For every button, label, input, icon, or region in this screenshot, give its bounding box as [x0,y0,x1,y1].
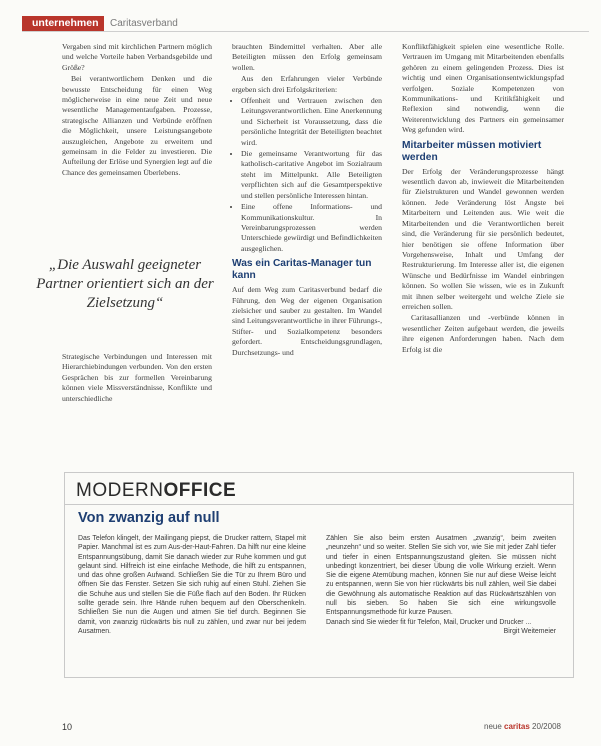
author-name: Birgit Weitemeier [503,627,556,635]
article-column-1 [62,42,212,179]
publication-name [484,722,561,731]
paragraph: Der Erfolg der Veränderungsprozesse hängt wesentlich davon ab, inwieweit die Mitarbeitenden für Zielstrukturen und Wandel gewonnen werden können. Jede Veränderung löst Ängste bei Mitarbeitern und Leitenden aus. Wie weit die Mitarbeitenden und die Verantwortlichen bereit sind, die Veränderung für sie persönlich bedeutet, hier benötigen sie offene Information über Vorgehensweise, Inhalt und Umfang der Restrukturierung. Im Interesse aller ist, die eigenen Wünsche und Bedürfnisse im Wandel einbringen können. So wollen Sie wissen, wie es in Zukunft mit ihnen selber weitergeht und welche Ziele sie erreichen sollen. [402,166,564,311]
pub-brand: caritas [504,722,530,731]
subheading: Was ein Caritas-Manager tun kann [232,258,372,282]
box-column-2 [326,534,556,636]
article-column-3 [402,42,564,356]
pub-issue: 20/2008 [529,722,561,731]
paragraph: Aus den Erfahrungen vieler Verbünde ergeben sich drei Erfolgskriterien: [232,74,382,94]
paragraph: Das Telefon klingelt, der Mailingang piepst, die Drucker rattern, Stapel mit Papier. Manchmal ist es zum Aus-der-Haut-Fahren. Da hilft nur eine kleine Entspannungsübung, damit Sie danach wieder zur Ruhe kommen und gut gelaunt sind. Hilfreich ist eine einfache Methode, die hilft zu entspannen, und das ohne großen Aufwand. Schließen Sie die Tür zu Ihrem Büro und öffnen Sie das Fenster. Setzen Sie sich ruhig auf einen Stuhl. Ziehen Sie die Schuhe aus und stellen Sie die Füße flach auf den Boden. Ihr Rücken sollte gerade sein. Ihre Hände ruhen bequem auf den Oberschenkeln. Schließen Sie nun die Augen und atmen Sie tief durch. Beginnen Sie damit, von zwanzig rückwärts bis null zu zählen, und zwar nur bei jedem Ausatmen. [78,535,306,635]
list-item: • Eine offene Informations- und Kommunikationskultur. In Vereinbarungsprozessen werden Unterschiede gewürdigt und Befindlichkeiten ausgeglichen. [241,202,382,254]
paragraph: Zählen Sie also beim ersten Ausatmen „zwanzig“, beim zweiten „neunzehn“ und so weiter. Stellen Sie sich vor, wie Sie mit jeder Zahl tiefer und tiefer in einen Entspannungszustand gleiten. Sie müssen nicht unbedingt konzentriert, bei dieser Übung die volle Wirkung erzielt. Wenn Sie die eigene Atemübung machen, können Sie nur auf diese Weise leicht zu entspannen, wenn Sie von hier rückwärts bis null zählen, weil Sie dabei die Gewöhnung als automatische Reaktion auf das Rückwärtszählen von null bis sieben. So haben Sie sich eine wirkungsvolle Entspannungsmethode für kurze Pausen. [326,535,556,617]
pull-quote: „Die Auswahl geeigneter Partner orientiert sich an der Zielsetzung“ [36,257,214,311]
brand-light: MODERN [76,480,164,501]
header-divider [22,31,589,32]
article-column-2 [232,42,382,359]
page-number: 10 [62,722,73,732]
section-title: Caritasverband [110,18,178,29]
box-divider [64,504,574,505]
brand-bold: OFFICE [163,480,237,501]
section-tab: unternehmen [22,16,104,31]
box-headline: Von zwanzig auf null [78,510,220,526]
box-brand-title [76,480,236,502]
paragraph: Caritasallianzen und -verbünde können in wesentlicher Zeiten aufgebaut werden, die jeweils ihre eigenen Anforderungen haben. Nach dem Erfolg ist die [402,313,564,354]
paragraph: brauchten Bindemittel verhalten. Aber alle Beteiligten müssen den Erfolg gemeinsam wollen. [232,42,382,72]
box-column-1 [78,534,306,636]
subheading: Mitarbeiter müssen motiviert werden [402,139,542,163]
paragraph: Auf dem Weg zum Caritasverbund bedarf die Führung, den Weg der eigenen Organisation zielsicher und sauber zu gestalten. Im Wandel sind Leitungsverantwortliche in ihrer Führungs-, Stifter- und Sozialkompetenz besonders gefordert. Entscheidungsgrundlagen, Durchsetzungs- und [232,285,382,357]
paragraph: Bei verantwortlichem Denken und die bewusste Entscheidung für einen Weg möglicherweise in eine neue Zeit und neue wesentliche Managementaufgaben. Prozesse, strategische Allianzen und Verbünde eröffnen die Möglichkeit, unsere Leistungsangebote auszugleichen, Angebote zu erweitern und gemeinsam in die Felder zu investieren. Die Aufteilung der Erlöse und Synergien legt auf die Chance des gemeinsamen Überlebens. [62,74,212,177]
success-criteria-list [232,96,382,254]
list-item: • Offenheit und Vertrauen zwischen den Leitungsverantwortlichen. Eine Anerkennung und Sicherheit ist Voraussetzung, dass die persönliche Integrität der Beteiligten beachtet wird. [241,96,382,148]
list-item: • Die gemeinsame Verantwortung für das katholisch-caritative Angebot im Sozialraum steht im Mittelpunkt. Alle Beteiligten verpflichten sich auf die Gesamtperspektive und stellen persönliche Interessen hintan. [241,149,382,201]
article-column-1-bottom [62,352,212,405]
paragraph: Danach sind Sie wieder fit für Telefon, Mail, Drucker und Drucker ... [326,618,532,626]
paragraph: Vergaben sind mit kirchlichen Partnern möglich und welche Vorteile haben Verbandsgebilde und Größe? [62,42,212,72]
paragraph: Konfliktfähigkeit spielen eine wesentliche Rolle. Vertrauen im Umgang mit Mitarbeitenden ebenfalls gehören zu einem gelingenden Prozess. Dies ist wichtig und einen Organisationsentwicklungspfad verfolgen. Soziale Kompetenzen von Kommunikations- und Kritikfähigkeit und Reflexion sind notwendig, wenn die Weiterentwicklung des Partners ein gemeinsamer Weg gefunden wird. [402,42,564,135]
pub-prefix: neue [484,722,505,731]
paragraph: Strategische Verbindungen und Interessen mit Hierarchiebindungen verbunden. Von den ersten Gesprächen bis zur formellen Vereinbarung können viele Missverständnisse, Konflikte und unterschiedliche [62,352,212,403]
